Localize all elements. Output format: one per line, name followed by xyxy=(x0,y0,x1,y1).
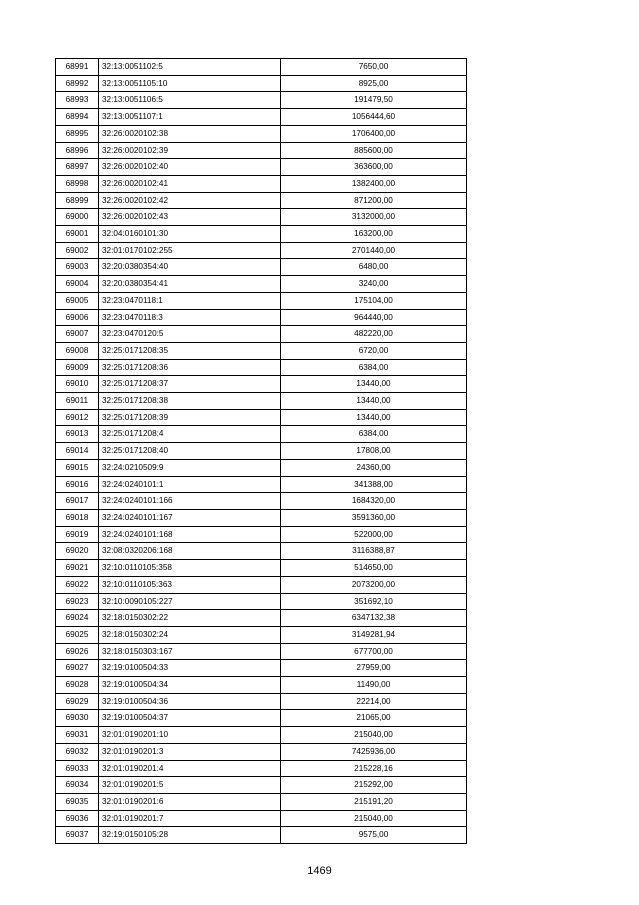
cadastral-number-cell: 32:18:0150302:24 xyxy=(99,626,281,643)
table-row xyxy=(56,743,467,760)
table-row xyxy=(56,326,467,343)
cadastral-value-cell: 3132000,00 xyxy=(281,209,467,226)
cadastral-value-cell: 215040,00 xyxy=(281,727,467,744)
table-row xyxy=(56,593,467,610)
cadastral-value-cell: 13440,00 xyxy=(281,393,467,410)
table-row xyxy=(56,426,467,443)
cadastral-value-cell: 22214,00 xyxy=(281,693,467,710)
cadastral-number-cell: 32:04:0160101:30 xyxy=(99,226,281,243)
cadastral-number-cell: 32:24:0240101:168 xyxy=(99,526,281,543)
row-number-cell: 69031 xyxy=(56,727,99,744)
row-number-cell: 69003 xyxy=(56,259,99,276)
row-number-cell: 69021 xyxy=(56,560,99,577)
table-row xyxy=(56,393,467,410)
table-row xyxy=(56,509,467,526)
table-row xyxy=(56,92,467,109)
row-number-cell: 69007 xyxy=(56,326,99,343)
cadastral-value-cell: 17808,00 xyxy=(281,443,467,460)
table-row xyxy=(56,693,467,710)
cadastral-value-cell: 6384,00 xyxy=(281,359,467,376)
table-row xyxy=(56,793,467,810)
cadastral-value-cell: 13440,00 xyxy=(281,409,467,426)
row-number-cell: 69004 xyxy=(56,276,99,293)
row-number-cell: 69023 xyxy=(56,593,99,610)
table-row xyxy=(56,175,467,192)
cadastral-value-cell: 964440,00 xyxy=(281,309,467,326)
row-number-cell: 69012 xyxy=(56,409,99,426)
row-number-cell: 69017 xyxy=(56,493,99,510)
row-number-cell: 69010 xyxy=(56,376,99,393)
table-row xyxy=(56,727,467,744)
row-number-cell: 69025 xyxy=(56,626,99,643)
cadastral-number-cell: 32:19:0100504:34 xyxy=(99,677,281,694)
cadastral-number-cell: 32:25:0171208:38 xyxy=(99,393,281,410)
cadastral-number-cell: 32:13:0051106:5 xyxy=(99,92,281,109)
page-number: 1469 xyxy=(307,865,332,877)
cadastral-value-cell: 1056444,60 xyxy=(281,109,467,126)
row-number-cell: 69008 xyxy=(56,342,99,359)
row-number-cell: 68996 xyxy=(56,142,99,159)
cadastral-value-cell: 8925,00 xyxy=(281,75,467,92)
cadastral-value-cell: 191479,50 xyxy=(281,92,467,109)
table-row xyxy=(56,192,467,209)
cadastral-number-cell: 32:01:0190201:5 xyxy=(99,777,281,794)
cadastral-number-cell: 32:26:0020102:39 xyxy=(99,142,281,159)
cadastral-number-cell: 32:10:0110105:358 xyxy=(99,560,281,577)
row-number-cell: 69000 xyxy=(56,209,99,226)
row-number-cell: 69009 xyxy=(56,359,99,376)
cadastral-number-cell: 32:23:0470120:5 xyxy=(99,326,281,343)
cadastral-number-cell: 32:26:0020102:40 xyxy=(99,159,281,176)
row-number-cell: 69016 xyxy=(56,476,99,493)
cadastral-value-cell: 24360,00 xyxy=(281,459,467,476)
table-row xyxy=(56,259,467,276)
row-number-cell: 69020 xyxy=(56,543,99,560)
cadastral-value-cell: 3149281,94 xyxy=(281,626,467,643)
row-number-cell: 69036 xyxy=(56,810,99,827)
table-row xyxy=(56,409,467,426)
cadastral-number-cell: 32:26:0020102:38 xyxy=(99,125,281,142)
table-row xyxy=(56,476,467,493)
cadastral-number-cell: 32:13:0051102:5 xyxy=(99,59,281,76)
table-row xyxy=(56,626,467,643)
row-number-cell: 69022 xyxy=(56,576,99,593)
table-row xyxy=(56,493,467,510)
row-number-cell: 68994 xyxy=(56,109,99,126)
cadastral-value-cell: 7650,00 xyxy=(281,59,467,76)
table-row xyxy=(56,777,467,794)
cadastral-value-cell: 351692,10 xyxy=(281,593,467,610)
row-number-cell: 69015 xyxy=(56,459,99,476)
cadastral-value-cell: 3591360,00 xyxy=(281,509,467,526)
table-row xyxy=(56,543,467,560)
cadastral-number-cell: 32:19:0100504:33 xyxy=(99,660,281,677)
cadastral-number-cell: 32:25:0171208:35 xyxy=(99,342,281,359)
table-row xyxy=(56,276,467,293)
cadastral-value-cell: 163200,00 xyxy=(281,226,467,243)
row-number-cell: 69024 xyxy=(56,610,99,627)
registry-table xyxy=(55,58,467,844)
table-row xyxy=(56,209,467,226)
cadastral-number-cell: 32:25:0171208:4 xyxy=(99,426,281,443)
table-row xyxy=(56,159,467,176)
cadastral-number-cell: 32:26:0020102:43 xyxy=(99,209,281,226)
table-row xyxy=(56,576,467,593)
cadastral-number-cell: 32:25:0171208:40 xyxy=(99,443,281,460)
row-number-cell: 69035 xyxy=(56,793,99,810)
cadastral-number-cell: 32:20:0380354:40 xyxy=(99,259,281,276)
cadastral-number-cell: 32:18:0150302:22 xyxy=(99,610,281,627)
cadastral-value-cell: 482220,00 xyxy=(281,326,467,343)
cadastral-number-cell: 32:18:0150303:167 xyxy=(99,643,281,660)
row-number-cell: 68992 xyxy=(56,75,99,92)
cadastral-number-cell: 32:24:0240101:1 xyxy=(99,476,281,493)
cadastral-number-cell: 32:01:0190201:10 xyxy=(99,727,281,744)
row-number-cell: 69018 xyxy=(56,509,99,526)
cadastral-value-cell: 215191,20 xyxy=(281,793,467,810)
row-number-cell: 69005 xyxy=(56,292,99,309)
cadastral-number-cell: 32:23:0470118:1 xyxy=(99,292,281,309)
cadastral-number-cell: 32:24:0240101:167 xyxy=(99,509,281,526)
cadastral-number-cell: 32:01:0190201:6 xyxy=(99,793,281,810)
row-number-cell: 69014 xyxy=(56,443,99,460)
cadastral-value-cell: 9575,00 xyxy=(281,827,467,844)
cadastral-value-cell: 2073200,00 xyxy=(281,576,467,593)
cadastral-number-cell: 32:13:0051105:10 xyxy=(99,75,281,92)
table-row xyxy=(56,710,467,727)
cadastral-number-cell: 32:23:0470118:3 xyxy=(99,309,281,326)
cadastral-value-cell: 27959,00 xyxy=(281,660,467,677)
table-row xyxy=(56,660,467,677)
row-number-cell: 69011 xyxy=(56,393,99,410)
registry-table-body xyxy=(56,59,467,844)
cadastral-value-cell: 6384,00 xyxy=(281,426,467,443)
cadastral-number-cell: 32:01:0170102:255 xyxy=(99,242,281,259)
cadastral-value-cell: 871200,00 xyxy=(281,192,467,209)
cadastral-number-cell: 32:10:0110105:363 xyxy=(99,576,281,593)
table-row xyxy=(56,643,467,660)
cadastral-number-cell: 32:26:0020102:41 xyxy=(99,175,281,192)
table-row xyxy=(56,677,467,694)
cadastral-value-cell: 2701440,00 xyxy=(281,242,467,259)
row-number-cell: 68995 xyxy=(56,125,99,142)
table-row xyxy=(56,109,467,126)
cadastral-number-cell: 32:24:0210509:9 xyxy=(99,459,281,476)
cadastral-number-cell: 32:19:0100504:37 xyxy=(99,710,281,727)
cadastral-value-cell: 215040,00 xyxy=(281,810,467,827)
row-number-cell: 69013 xyxy=(56,426,99,443)
table-row xyxy=(56,142,467,159)
row-number-cell: 69026 xyxy=(56,643,99,660)
table-row xyxy=(56,309,467,326)
cadastral-value-cell: 215292,00 xyxy=(281,777,467,794)
cadastral-value-cell: 363600,00 xyxy=(281,159,467,176)
cadastral-value-cell: 3240,00 xyxy=(281,276,467,293)
cadastral-value-cell: 21065,00 xyxy=(281,710,467,727)
row-number-cell: 69019 xyxy=(56,526,99,543)
table-row xyxy=(56,827,467,844)
row-number-cell: 69029 xyxy=(56,693,99,710)
cadastral-number-cell: 32:01:0190201:4 xyxy=(99,760,281,777)
row-number-cell: 68991 xyxy=(56,59,99,76)
table-row xyxy=(56,810,467,827)
table-row xyxy=(56,342,467,359)
table-row xyxy=(56,125,467,142)
row-number-cell: 68998 xyxy=(56,175,99,192)
table-row xyxy=(56,75,467,92)
cadastral-number-cell: 32:26:0020102:42 xyxy=(99,192,281,209)
cadastral-value-cell: 341388,00 xyxy=(281,476,467,493)
row-number-cell: 69006 xyxy=(56,309,99,326)
table-row xyxy=(56,59,467,76)
table-row xyxy=(56,760,467,777)
cadastral-value-cell: 885600,00 xyxy=(281,142,467,159)
table-row xyxy=(56,610,467,627)
table-row xyxy=(56,526,467,543)
cadastral-number-cell: 32:25:0171208:36 xyxy=(99,359,281,376)
row-number-cell: 69001 xyxy=(56,226,99,243)
cadastral-value-cell: 175104,00 xyxy=(281,292,467,309)
cadastral-value-cell: 522000,00 xyxy=(281,526,467,543)
table-row xyxy=(56,376,467,393)
cadastral-number-cell: 32:19:0100504:36 xyxy=(99,693,281,710)
cadastral-value-cell: 215228,16 xyxy=(281,760,467,777)
cadastral-value-cell: 677700,00 xyxy=(281,643,467,660)
cadastral-number-cell: 32:10:0090105:227 xyxy=(99,593,281,610)
cadastral-value-cell: 6720,00 xyxy=(281,342,467,359)
cadastral-value-cell: 1684320,00 xyxy=(281,493,467,510)
cadastral-number-cell: 32:01:0190201:7 xyxy=(99,810,281,827)
cadastral-number-cell: 32:24:0240101:166 xyxy=(99,493,281,510)
table-row xyxy=(56,560,467,577)
row-number-cell: 68993 xyxy=(56,92,99,109)
row-number-cell: 69034 xyxy=(56,777,99,794)
table-row xyxy=(56,292,467,309)
cadastral-value-cell: 6347132,38 xyxy=(281,610,467,627)
cadastral-value-cell: 13440,00 xyxy=(281,376,467,393)
row-number-cell: 69027 xyxy=(56,660,99,677)
cadastral-value-cell: 3116388,87 xyxy=(281,543,467,560)
table-row xyxy=(56,242,467,259)
table-row xyxy=(56,226,467,243)
cadastral-number-cell: 32:20:0380354:41 xyxy=(99,276,281,293)
row-number-cell: 69028 xyxy=(56,677,99,694)
row-number-cell: 69033 xyxy=(56,760,99,777)
row-number-cell: 69002 xyxy=(56,242,99,259)
cadastral-number-cell: 32:01:0190201:3 xyxy=(99,743,281,760)
table-row xyxy=(56,459,467,476)
row-number-cell: 69032 xyxy=(56,743,99,760)
cadastral-value-cell: 7425936,00 xyxy=(281,743,467,760)
cadastral-number-cell: 32:19:0150105:28 xyxy=(99,827,281,844)
cadastral-number-cell: 32:25:0171208:39 xyxy=(99,409,281,426)
row-number-cell: 69030 xyxy=(56,710,99,727)
cadastral-number-cell: 32:13:0051107:1 xyxy=(99,109,281,126)
row-number-cell: 68999 xyxy=(56,192,99,209)
table-row xyxy=(56,443,467,460)
cadastral-number-cell: 32:25:0171208:37 xyxy=(99,376,281,393)
cadastral-value-cell: 514650,00 xyxy=(281,560,467,577)
cadastral-value-cell: 6480,00 xyxy=(281,259,467,276)
cadastral-value-cell: 11490,00 xyxy=(281,677,467,694)
table-row xyxy=(56,359,467,376)
cadastral-value-cell: 1382400,00 xyxy=(281,175,467,192)
row-number-cell: 69037 xyxy=(56,827,99,844)
cadastral-number-cell: 32:08:0320206:168 xyxy=(99,543,281,560)
cadastral-value-cell: 1706400,00 xyxy=(281,125,467,142)
row-number-cell: 68997 xyxy=(56,159,99,176)
